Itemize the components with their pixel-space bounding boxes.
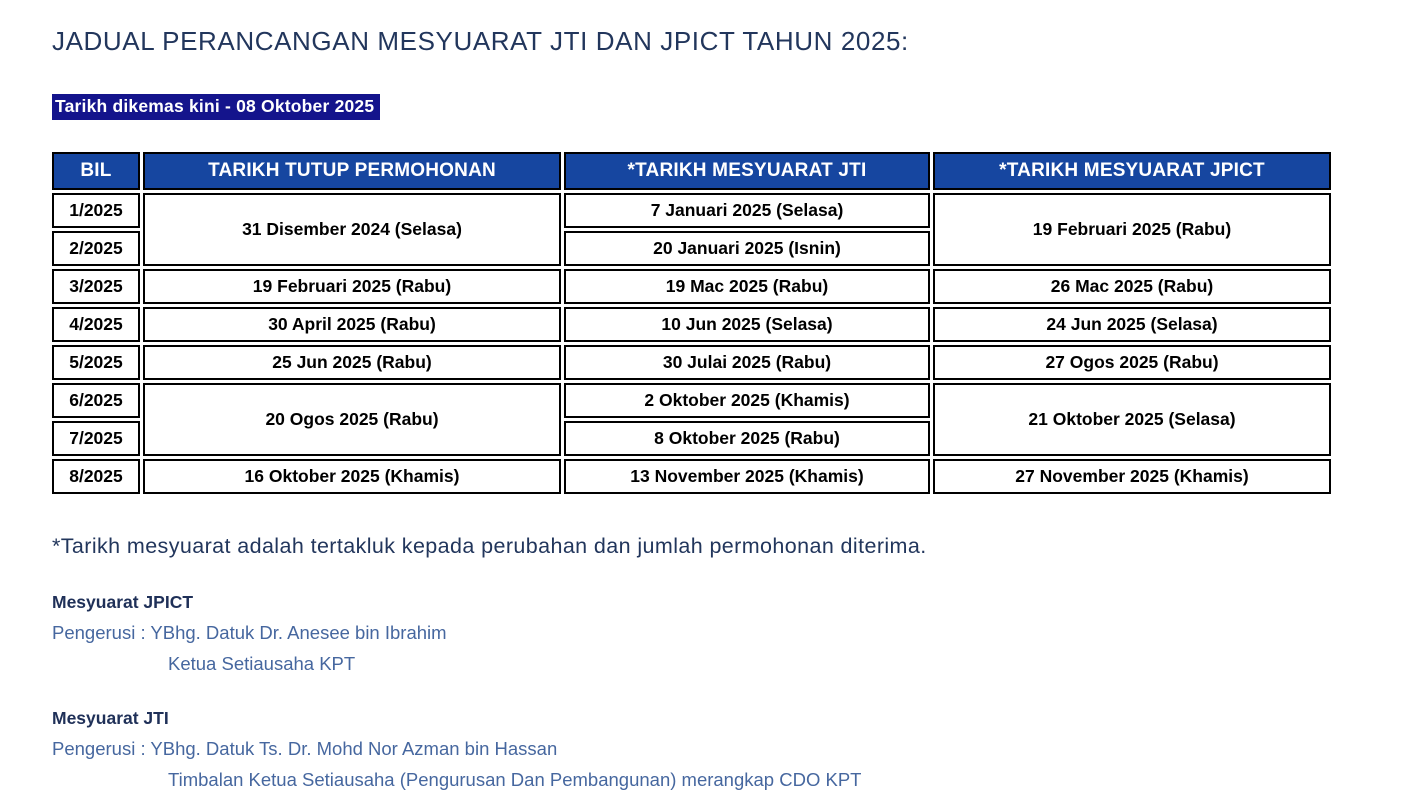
section-heading-jpict: Mesyuarat JPICT <box>52 592 194 612</box>
date-cell: 26 Mac 2025 (Rabu) <box>933 269 1331 304</box>
date-cell: 25 Jun 2025 (Rabu) <box>143 345 561 380</box>
bil-cell: 2/2025 <box>52 231 140 266</box>
jpict-chair-title-line: Ketua Setiausaha KPT <box>168 653 356 674</box>
date-cell: 20 Ogos 2025 (Rabu) <box>143 383 561 456</box>
jti-chair-title-line: Timbalan Ketua Setiausaha (Pengurusan Dan Pembangunan) merangkap CDO KPT <box>168 769 862 790</box>
footnote-meeting-dates: *Tarikh mesyuarat adalah tertakluk kepada perubahan dan jumlah permohonan diterima. <box>52 534 927 558</box>
bil-cell: 8/2025 <box>52 459 140 494</box>
table-row <box>52 193 1331 228</box>
table-body <box>52 193 1331 494</box>
table-row <box>52 345 1331 380</box>
column-header-tarikh-mesyuarat-jti: *TARIKH MESYUARAT JTI <box>564 152 930 190</box>
date-cell: 7 Januari 2025 (Selasa) <box>564 193 930 228</box>
date-cell: 27 November 2025 (Khamis) <box>933 459 1331 494</box>
date-cell: 19 Februari 2025 (Rabu) <box>143 269 561 304</box>
date-cell: 2 Oktober 2025 (Khamis) <box>564 383 930 418</box>
bil-cell: 1/2025 <box>52 193 140 228</box>
bil-cell: 7/2025 <box>52 421 140 456</box>
jpict-chair-line: Pengerusi : YBhg. Datuk Dr. Anesee bin Ibrahim <box>52 622 447 643</box>
section-heading-jti: Mesyuarat JTI <box>52 708 169 728</box>
column-header-bil: BIL <box>52 152 140 190</box>
date-cell: 24 Jun 2025 (Selasa) <box>933 307 1331 342</box>
bil-cell: 5/2025 <box>52 345 140 380</box>
date-cell: 16 Oktober 2025 (Khamis) <box>143 459 561 494</box>
updated-date-badge: Tarikh dikemas kini - 08 Oktober 2025 <box>52 94 380 120</box>
bil-cell: 3/2025 <box>52 269 140 304</box>
date-cell: 8 Oktober 2025 (Rabu) <box>564 421 930 456</box>
bil-cell: 4/2025 <box>52 307 140 342</box>
page-title: JADUAL PERANCANGAN MESYUARAT JTI DAN JPICT TAHUN 2025: <box>52 26 909 56</box>
date-cell: 21 Oktober 2025 (Selasa) <box>933 383 1331 456</box>
meeting-schedule-table <box>49 149 1334 497</box>
column-header-tarikh-mesyuarat-jpict: *TARIKH MESYUARAT JPICT <box>933 152 1331 190</box>
date-cell: 10 Jun 2025 (Selasa) <box>564 307 930 342</box>
table-row <box>52 307 1331 342</box>
bil-cell: 6/2025 <box>52 383 140 418</box>
date-cell: 20 Januari 2025 (Isnin) <box>564 231 930 266</box>
date-cell: 30 Julai 2025 (Rabu) <box>564 345 930 380</box>
date-cell: 27 Ogos 2025 (Rabu) <box>933 345 1331 380</box>
table-row <box>52 269 1331 304</box>
column-header-tarikh-tutup-permohonan: TARIKH TUTUP PERMOHONAN <box>143 152 561 190</box>
date-cell: 31 Disember 2024 (Selasa) <box>143 193 561 266</box>
table-row <box>52 459 1331 494</box>
date-cell: 30 April 2025 (Rabu) <box>143 307 561 342</box>
jti-chair-line: Pengerusi : YBhg. Datuk Ts. Dr. Mohd Nor Azman bin Hassan <box>52 738 558 759</box>
table-header-row <box>52 152 1331 190</box>
section-mesyuarat-jti <box>52 708 1369 791</box>
section-mesyuarat-jpict <box>52 592 1369 675</box>
table-row <box>52 383 1331 418</box>
date-cell: 13 November 2025 (Khamis) <box>564 459 930 494</box>
date-cell: 19 Mac 2025 (Rabu) <box>564 269 930 304</box>
date-cell: 19 Februari 2025 (Rabu) <box>933 193 1331 266</box>
